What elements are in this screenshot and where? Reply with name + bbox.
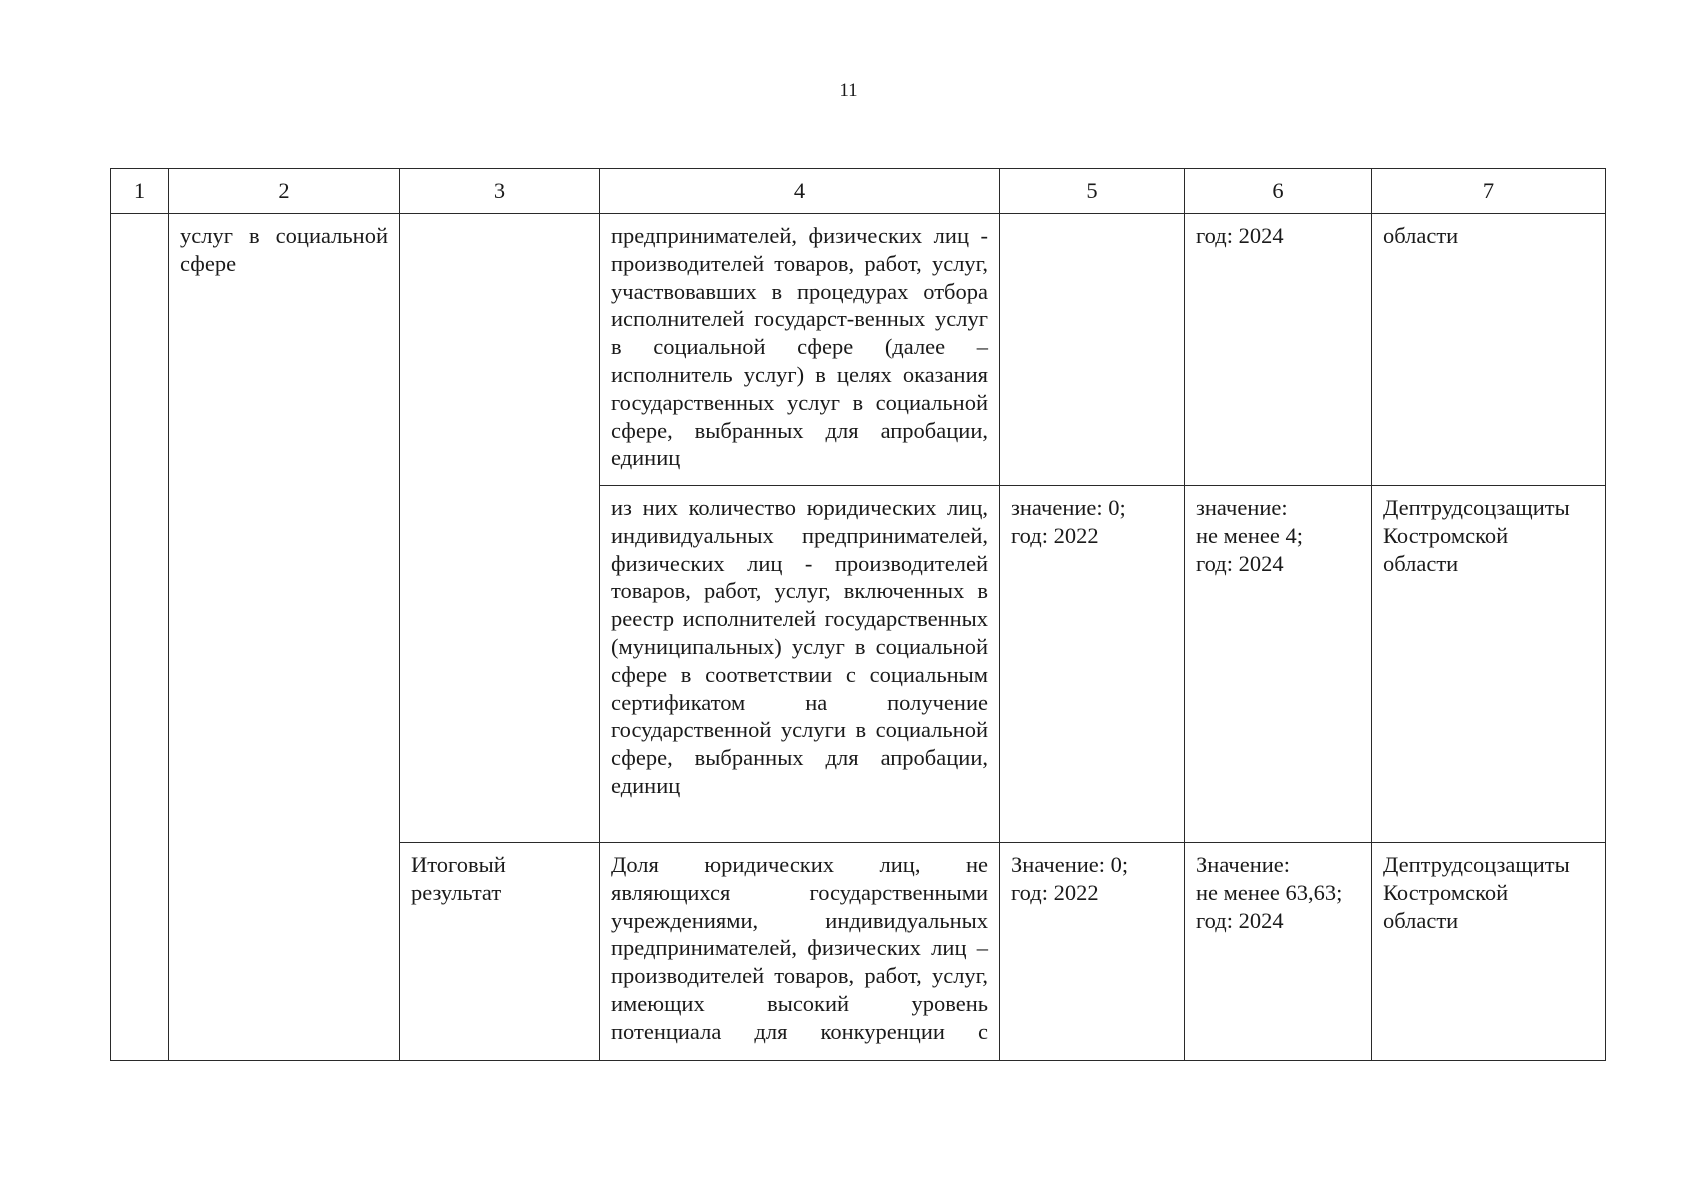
- responsible-line: области: [1383, 550, 1459, 576]
- cell-col6-target: [1185, 843, 1372, 1061]
- target-year: год: 2024: [1196, 907, 1284, 933]
- responsible-line: Костромской: [1383, 522, 1509, 548]
- cell-col3: [400, 214, 600, 843]
- cell-col1: [111, 214, 169, 1061]
- base-value: Значение: 0;: [1011, 852, 1129, 877]
- base-value: значение: 0;: [1011, 495, 1126, 520]
- result-type-line: Итоговый: [411, 852, 506, 877]
- cell-col5-base: [1000, 843, 1185, 1061]
- cell-col4-indicator: Доля юридических лиц, не являющихся государственными учреждениями, индивидуальных предпринимателей, физических лиц – производителей товаров, работ, услуг, имеющих высокий уровень потенциала для конкуренции с: [600, 843, 1000, 1061]
- cell-col5-base: [1000, 214, 1185, 486]
- header-cell-7: 7: [1372, 169, 1606, 214]
- target-year: год: 2024: [1196, 550, 1284, 576]
- table-header-row: [111, 169, 1606, 214]
- header-cell-5: 5: [1000, 169, 1185, 214]
- indicators-table: [110, 168, 1606, 1061]
- cell-col6-target: год: 2024: [1185, 214, 1372, 486]
- cell-col7-responsible: области: [1372, 214, 1606, 486]
- cell-col2-task: услуг в социальной сфере: [169, 214, 400, 1061]
- cell-col3-result-type: [400, 843, 600, 1061]
- cell-col6-target: [1185, 486, 1372, 843]
- header-cell-2: 2: [169, 169, 400, 214]
- responsible-line: Дептрудсоцзащиты: [1383, 852, 1570, 877]
- header-cell-3: 3: [400, 169, 600, 214]
- header-cell-4: 4: [600, 169, 1000, 214]
- target-value: не менее 63,63;: [1196, 879, 1343, 905]
- cell-col7-responsible: [1372, 843, 1606, 1061]
- base-year: год: 2022: [1011, 879, 1099, 905]
- target-label: Значение:: [1196, 852, 1291, 877]
- table-row: [111, 214, 1606, 486]
- cell-col7-responsible: [1372, 486, 1606, 843]
- base-year: год: 2022: [1011, 522, 1099, 548]
- cell-col4-indicator: предпринимателей, физических лиц - производителей товаров, работ, услуг, участвовавших в процедурах отбора исполнителей государст-венных услуг в социальной сфере (далее – исполнитель услуг) в целях оказания государственных услуг в социальной сфере, выбранных для апробации, единиц: [600, 214, 1000, 486]
- responsible-line: области: [1383, 907, 1459, 933]
- responsible-line: Дептрудсоцзащиты: [1383, 495, 1570, 520]
- page-number: 11: [839, 80, 858, 101]
- cell-col4-indicator: из них количество юридических лиц, индивидуальных предпринимателей, физических лиц - производителей товаров, работ, услуг, включенных в реестр исполнителей государственных (муниципальных) услуг в социальной сфере в соответствии с социальным сертификатом на получение государственной услуги в социальной сфере, выбранных для апробации, единиц: [600, 486, 1000, 843]
- responsible-line: Костромской: [1383, 879, 1509, 905]
- header-cell-1: 1: [111, 169, 169, 214]
- result-type-line: результат: [411, 879, 502, 905]
- header-cell-6: 6: [1185, 169, 1372, 214]
- cell-col5-base: [1000, 486, 1185, 843]
- target-value: не менее 4;: [1196, 522, 1304, 548]
- target-label: значение:: [1196, 495, 1288, 520]
